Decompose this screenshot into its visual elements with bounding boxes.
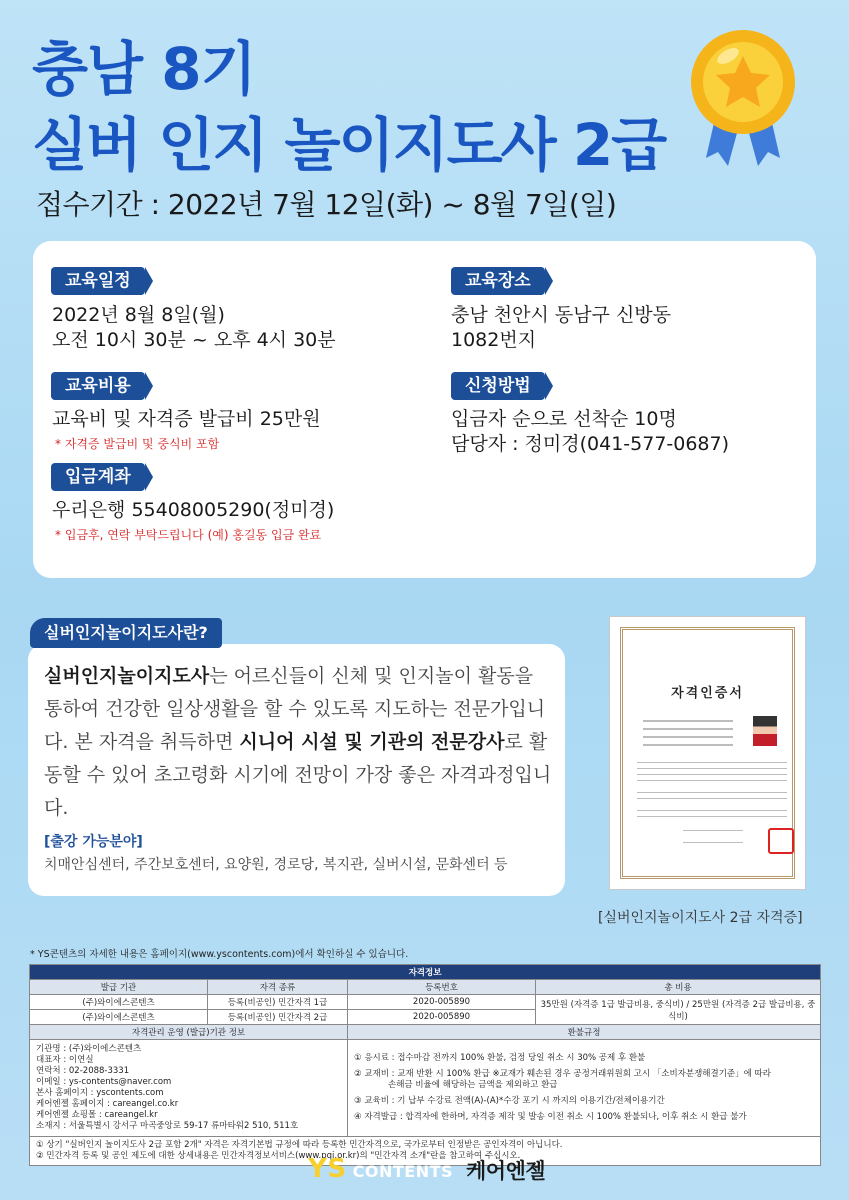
refund-line: ④ 자격발급 : 합격자에 한하며, 자격증 제작 및 발송 이전 취소 시 100% 환불되나, 이후 취소 시 환급 불가 [354, 1112, 747, 1122]
about-text1: 는 어르신들이 신체 및 인지놀이 활동을 통하여 건강한 일상생활을 할 수 있도록 지도하는 전문가입니다. 본 자격을 취득하면 [44, 665, 546, 753]
header-regno: 등록번호 [348, 980, 536, 995]
ys-logo-text: CONTENTS [352, 1162, 454, 1181]
cert-line [683, 830, 743, 831]
cert-line [683, 842, 743, 843]
certificate-border [620, 627, 795, 879]
cert-line [643, 720, 733, 722]
info-card [33, 241, 816, 578]
refund-header: 환불규정 [348, 1025, 821, 1040]
cell-type: 등록(비공인) 민간자격 2급 [208, 1010, 348, 1025]
cert-line [637, 780, 787, 781]
cost-text: 교육비 및 자격증 발급비 25만원 [52, 408, 321, 430]
title-line2: 실버 인지 놀이지도사 2급 [32, 111, 666, 179]
org-line: 케어엔젤 홈페이지 : careangel.co.kr [36, 1099, 179, 1109]
apply-tag: 신청방법 [451, 372, 545, 400]
place-tag: 교육장소 [451, 267, 545, 295]
certificate-caption: [실버인지놀이지도사 2급 자격증] [598, 910, 803, 926]
medal-icon [688, 26, 798, 176]
about-text2: 로 활동할 수 있어 초고령화 시기에 전망이 가장 좋은 자격과정입니다. [44, 731, 552, 819]
cert-line [637, 810, 787, 811]
refund-info [348, 1040, 821, 1137]
schedule-date: 2022년 8월 8일(월) [52, 304, 225, 326]
about-description [44, 660, 554, 825]
cert-line [637, 792, 787, 793]
account-note: * 입금후, 연락 부탁드립니다 (예) 홍길동 입금 완료 [55, 528, 322, 542]
certificate-photo [753, 716, 777, 746]
application-period: 접수기간 : 2022년 7월 12일(화) ~ 8월 7일(일) [36, 188, 617, 221]
field-text: 치매안심센터, 주간보호센터, 요양원, 경로당, 복지관, 실버시설, 문화센터 등 [44, 857, 508, 873]
about-bold1: 실버인지놀이지도사 [44, 665, 210, 687]
refund-line: ③ 교육비 : 기 납부 수강료 전액(A)-(A)*수강 포기 시 까지의 이용기간/전체이용기간 [354, 1096, 665, 1106]
cell-regno: 2020-005890 [348, 1010, 536, 1025]
schedule-tag: 교육일정 [51, 267, 145, 295]
footnote: ② 민간자격 등록 및 공인 제도에 대한 상세내용은 민간자격정보서비스(www.pqi.or.kr)의 "민간자격 소개"란을 참고하여 주십시오. [36, 1151, 521, 1161]
ys-contents-logo [308, 1154, 453, 1184]
org-line: 이메일 : ys-contents@naver.com [36, 1077, 172, 1087]
org-line: 대표자 : 이연실 [36, 1055, 94, 1065]
place-line1: 충남 천안시 동남구 신방동 [451, 304, 672, 326]
header-type: 자격 종류 [208, 980, 348, 995]
cost-note: * 자격증 발급비 및 중식비 포함 [55, 437, 220, 451]
cell-type: 등록(비공인) 민간자격 1급 [208, 995, 348, 1010]
footnote: ① 상기 "실버인지 놀이지도사 2급 포함 2개" 자격은 자격기본법 규정에 따라 등록한 민간자격으로, 국가로부터 인정받은 공인자격이 아닙니다. [36, 1140, 563, 1150]
table-row [30, 995, 821, 1010]
ys-logo-mark: YS [308, 1154, 347, 1184]
homepage-notice: * YS콘텐츠의 자세한 내용은 홈페이지(www.yscontents.com)에서 확인하실 수 있습니다. [30, 949, 409, 960]
org-line: 소재지 : 서울특별시 강서구 마곡중앙로 59-17 류마타워2 510, 511호 [36, 1121, 299, 1131]
schedule-time: 오전 10시 30분 ~ 오후 4시 30분 [52, 329, 336, 351]
header-issuer: 발급 기관 [30, 980, 208, 995]
cert-line [643, 744, 733, 746]
field-title: [출강 가능분야] [44, 834, 143, 850]
cost-tag: 교육비용 [51, 372, 145, 400]
cert-line [637, 768, 787, 769]
cell-regno: 2020-005890 [348, 995, 536, 1010]
qualification-table [29, 964, 821, 1166]
table-title: 자격정보 [30, 965, 821, 980]
place-line2: 1082번지 [451, 329, 537, 351]
org-line: 기관명 : (주)와이에스콘텐츠 [36, 1044, 142, 1054]
refund-line: ② 교재비 : 교재 반환 시 100% 환급 ※교재가 훼손된 경우 공정거래위원회 고시 「소비자분쟁해결기준」에 따라 [354, 1069, 771, 1079]
cert-line [637, 774, 787, 775]
certificate-image [609, 616, 806, 890]
org-header: 자격관리 운영 (발급)기관 정보 [30, 1025, 348, 1040]
org-line: 본사 홈페이지 : yscontents.com [36, 1088, 164, 1098]
org-line: 케어엔젤 쇼핑몰 : careangel.kr [36, 1110, 158, 1120]
care-angel-logo: 케어엔젤 [466, 1159, 546, 1183]
cell-cost: 35만원 (자격증 1급 발급비용, 중식비) / 25만원 (자격증 2급 발급비용, 중식비) [536, 995, 821, 1025]
apply-line2: 담당자 : 정미경(041-577-0687) [451, 433, 730, 455]
cert-line [643, 728, 733, 730]
title-line1: 충남 8기 [32, 35, 256, 103]
about-bold2: 시니어 시설 및 기관의 전문강사 [239, 731, 505, 753]
about-tag: 실버인지놀이지도사란? [30, 618, 222, 648]
cert-line [637, 798, 787, 799]
org-line: 연락처 : 02-2088-3331 [36, 1066, 130, 1076]
cert-line [637, 816, 787, 817]
cell-issuer: (주)와이에스콘텐츠 [30, 1010, 208, 1025]
refund-line: 손해금 비율에 해당하는 금액을 제외하고 환급 [388, 1080, 558, 1090]
certificate-title: 자격인증서 [671, 686, 744, 701]
account-tag: 입금계좌 [51, 463, 145, 491]
cert-line [637, 762, 787, 763]
account-text: 우리은행 55408005290(정미경) [52, 499, 335, 521]
cert-line [643, 736, 733, 738]
cell-issuer: (주)와이에스콘텐츠 [30, 995, 208, 1010]
org-info [30, 1040, 348, 1137]
header-cost: 총 비용 [536, 980, 821, 995]
about-card [28, 644, 565, 896]
certificate-seal [768, 828, 794, 854]
apply-line1: 입금자 순으로 선착순 10명 [451, 408, 677, 430]
refund-line: ① 응시료 : 접수마감 전까지 100% 환불, 검정 당일 취소 시 30% 공제 후 환불 [354, 1053, 646, 1063]
